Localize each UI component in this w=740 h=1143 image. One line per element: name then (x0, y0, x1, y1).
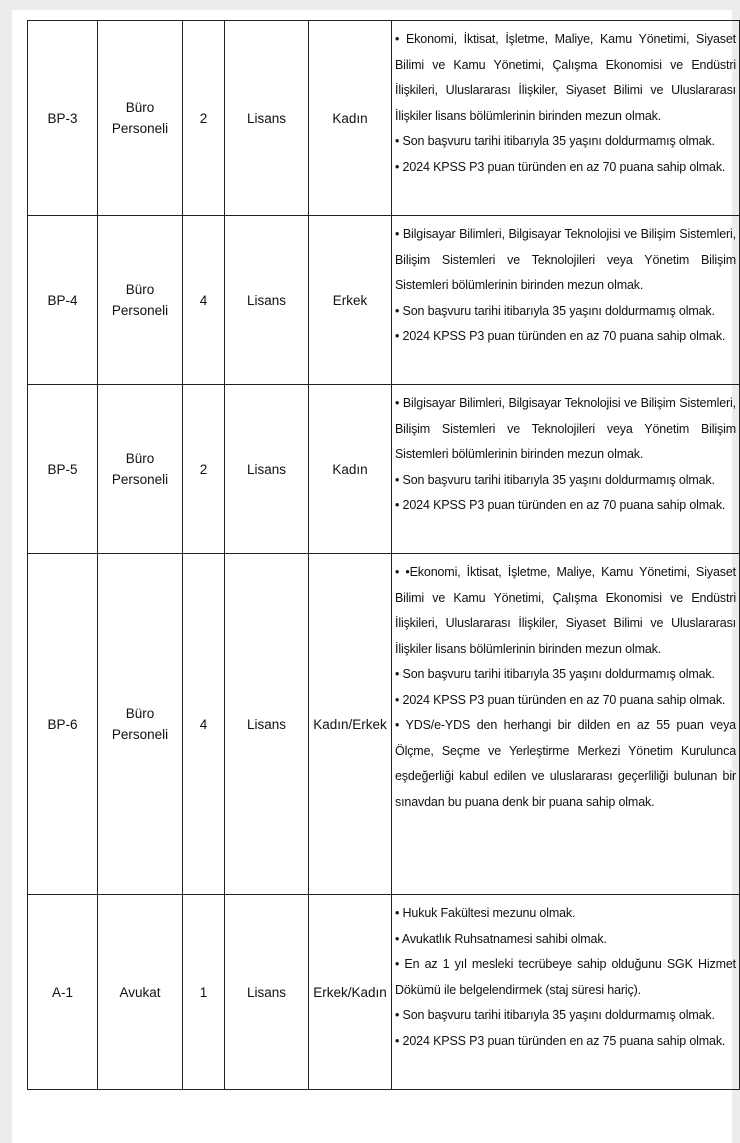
position-title: Avukat (98, 895, 183, 1090)
requirement-item: • Avukatlık Ruhsatnamesi sahibi olmak. (395, 931, 607, 946)
position-count: 1 (183, 895, 225, 1090)
requirement-item: • Bilgisayar Bilimleri, Bilgisayar Teknolojisi ve Bilişim Sistemleri, Bilişim Sistemleri ve Teknolojileri veya Yönetim Bilişim Sistemleri bölümlerinin birinden mezun olmak. (395, 227, 736, 292)
requirement-item: • YDS/e-YDS den herhangi bir dilden en az 55 puan veya Ölçme, Seçme ve Yerleştirme Merkezi Yönetim Kurulunca eşdeğerliği kabul edilen ve uluslararası geçerliliği bulunan bir sınavdan bu puana denk bir puana sahip olmak. (395, 718, 736, 809)
requirements (392, 895, 740, 1090)
position-title: Büro Personeli (98, 385, 183, 554)
requirement-item: • •Ekonomi, İktisat, İşletme, Maliye, Kamu Yönetimi, Siyaset Bilimi ve Kamu Yönetimi, Çalışma Ekonomisi ve Endüstri İlişkileri, Uluslararası İlişkiler, Siyaset Bilimi ve Uluslararası İlişkiler lisans bölümlerinin birinden mezun olmak. (395, 565, 736, 656)
requirements (392, 385, 740, 554)
education-level: Lisans (225, 21, 309, 216)
requirement-item: • Son başvuru tarihi itibarıyla 35 yaşını doldurmamış olmak. (395, 472, 715, 487)
position-code: BP-3 (28, 21, 98, 216)
position-title: Büro Personeli (98, 554, 183, 895)
education-level: Lisans (225, 216, 309, 385)
requirement-item: • Ekonomi, İktisat, İşletme, Maliye, Kamu Yönetimi, Siyaset Bilimi ve Kamu Yönetimi, Çalışma Ekonomisi ve Endüstri İlişkileri, Uluslararası İlişkiler, Siyaset Bilimi ve Uluslararası İlişkiler lisans bölümlerinin birinden mezun olmak. (395, 32, 736, 123)
requirement-item: • 2024 KPSS P3 puan türünden en az 75 puana sahip olmak. (395, 1033, 726, 1048)
requirement-item: • En az 1 yıl mesleki tecrübeye sahip olduğunu SGK Hizmet Dökümü ile belgelendirmek (staj süresi hariç). (395, 957, 736, 997)
position-code: A-1 (28, 895, 98, 1090)
requirements (392, 21, 740, 216)
position-count: 2 (183, 385, 225, 554)
education-level: Lisans (225, 895, 309, 1090)
table-row (28, 216, 740, 385)
position-code: BP-4 (28, 216, 98, 385)
position-count: 4 (183, 554, 225, 895)
gender: Erkek/Kadın (309, 895, 392, 1090)
position-code: BP-5 (28, 385, 98, 554)
education-level: Lisans (225, 554, 309, 895)
requirements (392, 554, 740, 895)
requirement-item: • Son başvuru tarihi itibarıyla 35 yaşını doldurmamış olmak. (395, 1008, 715, 1022)
position-title: Büro Personeli (98, 21, 183, 216)
requirements (392, 216, 740, 385)
education-level: Lisans (225, 385, 309, 554)
position-title: Büro Personeli (98, 216, 183, 385)
position-code: BP-6 (28, 554, 98, 895)
gender: Erkek (309, 216, 392, 385)
requirement-item: • Son başvuru tarihi itibarıyla 35 yaşını doldurmamış olmak. (395, 303, 715, 318)
table-row (28, 554, 740, 895)
requirement-item: • Son başvuru tarihi itibarıyla 35 yaşını doldurmamış olmak. (395, 667, 715, 681)
job-positions-table (27, 20, 740, 1090)
gender: Kadın/Erkek (309, 554, 392, 895)
gender: Kadın (309, 21, 392, 216)
requirement-item: • 2024 KPSS P3 puan türünden en az 70 puana sahip olmak. (395, 159, 726, 174)
table-row (28, 895, 740, 1090)
document-page (12, 10, 736, 1143)
requirement-item: • Hukuk Fakültesi mezunu olmak. (395, 906, 576, 920)
requirement-item: • 2024 KPSS P3 puan türünden en az 70 puana sahip olmak. (395, 692, 726, 707)
table-row (28, 385, 740, 554)
position-count: 4 (183, 216, 225, 385)
requirement-item: • 2024 KPSS P3 puan türünden en az 70 puana sahip olmak. (395, 498, 726, 512)
requirement-item: • 2024 KPSS P3 puan türünden en az 70 puana sahip olmak. (395, 329, 726, 343)
position-count: 2 (183, 21, 225, 216)
table-row (28, 21, 740, 216)
gender: Kadın (309, 385, 392, 554)
requirement-item: • Son başvuru tarihi itibarıyla 35 yaşını doldurmamış olmak. (395, 134, 715, 148)
requirement-item: • Bilgisayar Bilimleri, Bilgisayar Teknolojisi ve Bilişim Sistemleri, Bilişim Sistemleri ve Teknolojileri veya Yönetim Bilişim Sistemleri bölümlerinin birinden mezun olmak. (395, 396, 736, 461)
